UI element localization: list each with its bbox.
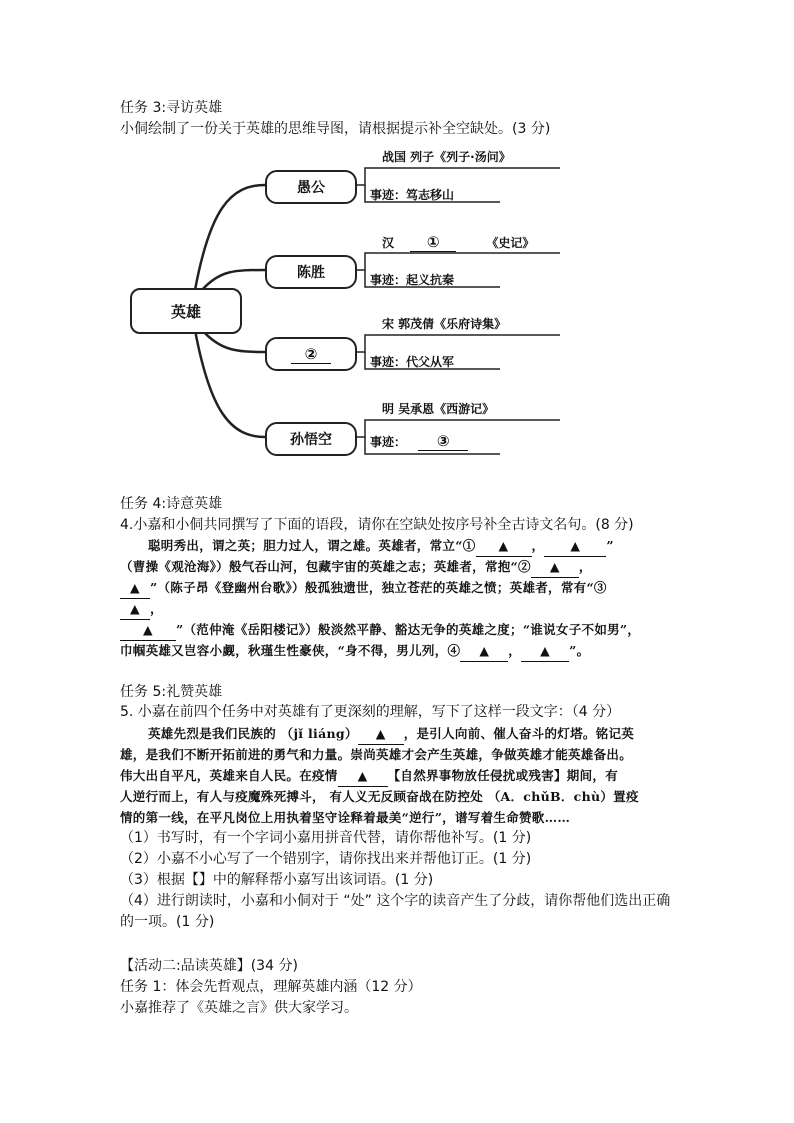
node-blank-2 (265, 337, 357, 371)
blank-3: ③ (418, 432, 468, 451)
yugong-deed: 事迹：笃志移山 (370, 188, 455, 202)
task5-para-2: 雄，是我们不断开拓前进的勇气和力量。崇尚英雄才会产生英雄，争做英雄才能英雄备出。 (120, 747, 633, 762)
task5-sub-4-cont: 的一项。(1 分) (120, 914, 215, 930)
mulan-deed: 事迹：代父从军 (370, 355, 455, 369)
answer-blank[interactable]: ▲ (120, 620, 176, 641)
branch-4 (195, 330, 265, 437)
task5-para-3: 伟大出自平凡，英雄来自人民。在疫情 ▲ 【自然界事物放任侵扰或残害】期间，有 (120, 766, 618, 787)
yugong-source: 战国 列子《列子·汤问》 (382, 150, 511, 164)
activity2-intro: 小嘉推荐了《英雄之言》供大家学习。 (120, 1000, 358, 1016)
task5-para-4: 人逆行而上，有人与疫魔殊死搏斗， 有人义无反顾奋战在防控处 （A．chǔB．chù）置疫 (120, 789, 639, 804)
answer-blank[interactable]: ▲ (460, 641, 508, 662)
answer-blank[interactable]: ▲ (120, 599, 150, 620)
chensheng-source (382, 233, 534, 252)
mulan-source: 宋 郭茂倩《乐府诗集》 (382, 317, 507, 331)
activity2-title: 【活动二:品读英雄】(34 分) (120, 958, 298, 974)
task5-sub-1: （1）书写时，有一个字词小嘉用拼音代替，请你帮他补写。(1 分) (120, 830, 532, 846)
chensheng-deed: 事迹：起义抗秦 (370, 273, 455, 287)
task5-title: 任务 5:礼赞英雄 (120, 684, 223, 700)
task4-line-1: 聪明秀出，谓之英；胆力过人，谓之雄。英雄者，常立“① ▲ ， ▲ ” (148, 536, 614, 557)
answer-blank[interactable]: ▲ (338, 766, 388, 787)
node-yugong: 愚公 (265, 170, 357, 204)
task3-title: 任务 3:寻访英雄 (120, 100, 223, 116)
task4-line-2: （曹操《观沧海》）般气吞山河，包藏宇宙的英雄之志；英雄者，常抱“② ▲ ， (120, 557, 592, 578)
blank-2: ② (291, 345, 331, 364)
mind-map (120, 140, 560, 485)
node-sunwukong: 孙悟空 (265, 422, 357, 456)
answer-blank[interactable]: ▲ (544, 536, 606, 557)
answer-blank[interactable]: ▲ (120, 578, 150, 599)
task5-question: 5. 小嘉在前四个任务中对英雄有了更深刻的理解，写下了这样一段文字：（4 分） (120, 704, 621, 720)
task4-line-4: ▲ ， (120, 599, 163, 620)
task5-sub-4: （4）进行朗读时，小嘉和小侗对于 “处” 这个字的读音产生了分歧，请你帮他们选出正确 (120, 893, 671, 909)
answer-blank[interactable]: ▲ (358, 724, 404, 745)
chensheng-dynasty: 汉 (382, 236, 395, 250)
node-chensheng: 陈胜 (265, 255, 357, 289)
task4-line-6: 巾帼英雄又岂容小觑，秋瑾生性豪侠，“身不得，男儿列，④ ▲ ， ▲ ”。 (120, 641, 589, 662)
task5-sub-3: （3）根据【】中的解释帮小嘉写出该词语。(1 分) (120, 872, 434, 888)
task4-line-5: ▲ ”（范仲淹《岳阳楼记》）般淡然平静、豁达无争的英雄之度；“谁说女子不如男”， (120, 620, 640, 641)
sunwukong-deed: 事迹： ③ (370, 432, 468, 451)
chensheng-book: 《史记》 (486, 236, 535, 250)
task4-line-3: ▲ ”（陈子昂《登幽州台歌》）般孤独遗世，独立苍茫的英雄之愤；英雄者，常有“③ (120, 578, 607, 599)
answer-blank[interactable]: ▲ (476, 536, 532, 557)
sunwukong-source: 明 吴承恩《西游记》 (382, 402, 495, 416)
activity2-task1: 任务 1：体会先哲观点，理解英雄内涵（12 分） (120, 979, 422, 995)
answer-blank[interactable]: ▲ (521, 641, 569, 662)
branch-1 (195, 185, 265, 290)
center-node: 英雄 (130, 288, 242, 334)
task5-sub-2: （2）小嘉不小心写了一个错别字，请你找出来并帮他订正。(1 分) (120, 851, 532, 867)
task3-instruction: 小侗绘制了一份关于英雄的思维导图，请根据提示补全空缺处。(3 分) (120, 121, 551, 137)
blank-1: ① (410, 233, 456, 252)
branch-2 (202, 270, 265, 290)
task4-title: 任务 4:诗意英雄 (120, 496, 223, 512)
task5-para-1: 英雄先烈是我们民族的 （jǐ liáng） ▲ ，是引人向前、催人奋斗的灯塔。铭记英 (148, 724, 634, 745)
task4-question: 4.小嘉和小侗共同撰写了下面的语段，请你在空缺处按序号补全古诗文名句。(8 分) (120, 517, 634, 533)
task5-para-5: 情的第一线，在平凡岗位上用执着坚守诠释着最美“逆行”，谱写着生命赞歌…… (120, 810, 571, 825)
answer-blank[interactable]: ▲ (531, 557, 579, 578)
